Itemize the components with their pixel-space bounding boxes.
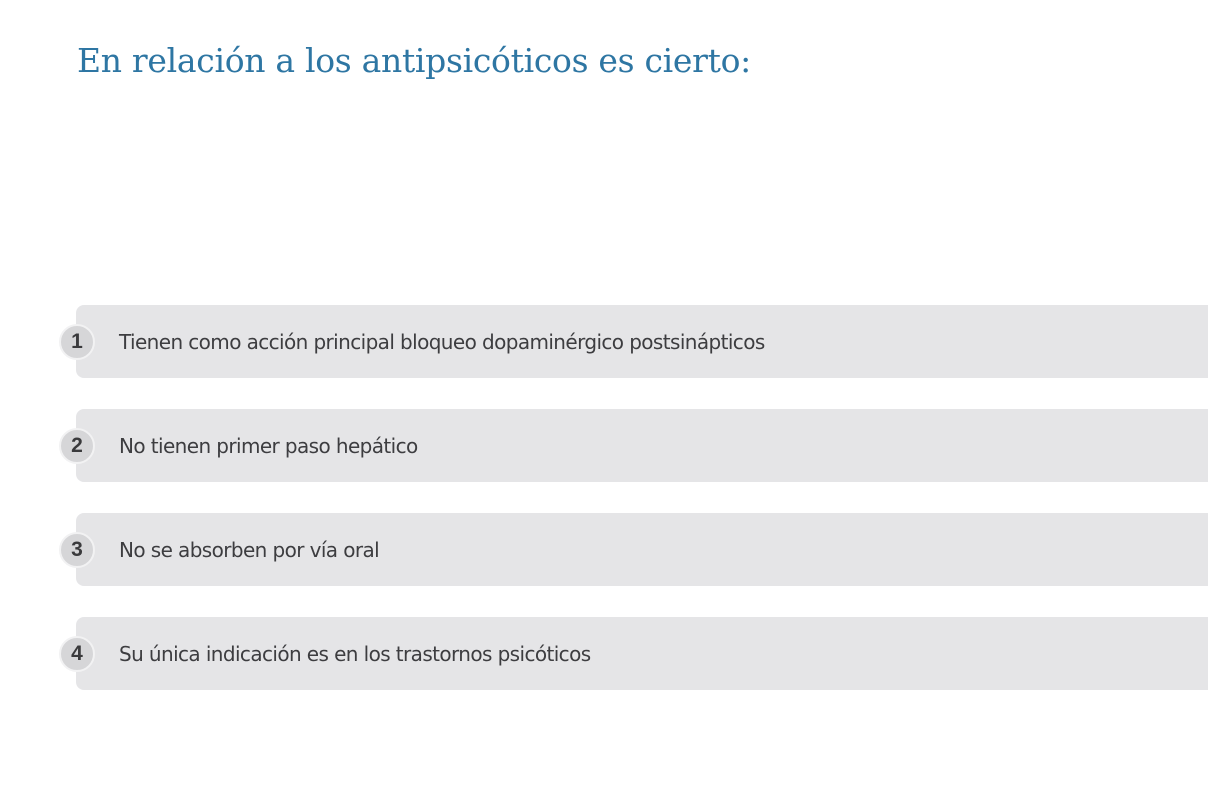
answer-number-badge[interactable]: 2 bbox=[59, 428, 95, 464]
answer-option-3[interactable] bbox=[0, 513, 1208, 617]
answer-option-2[interactable] bbox=[0, 409, 1208, 513]
answer-number-badge[interactable]: 1 bbox=[59, 324, 95, 360]
answer-option-text[interactable]: Tienen como acción principal bloqueo dopaminérgico postsinápticos bbox=[119, 329, 765, 354]
answer-option-1[interactable] bbox=[0, 305, 1208, 409]
answer-option-4[interactable] bbox=[0, 617, 1208, 721]
answer-number-badge[interactable]: 3 bbox=[59, 532, 95, 568]
answer-option-text[interactable]: Su única indicación es en los trastornos psicóticos bbox=[119, 641, 591, 666]
answer-number-badge[interactable]: 4 bbox=[59, 636, 95, 672]
answer-option-text[interactable]: No tienen primer paso hepático bbox=[119, 433, 418, 458]
answer-option-text[interactable]: No se absorben por vía oral bbox=[119, 537, 380, 562]
answer-options-list bbox=[0, 305, 1208, 721]
question-title: En relación a los antipsicóticos es cierto: bbox=[77, 41, 751, 80]
